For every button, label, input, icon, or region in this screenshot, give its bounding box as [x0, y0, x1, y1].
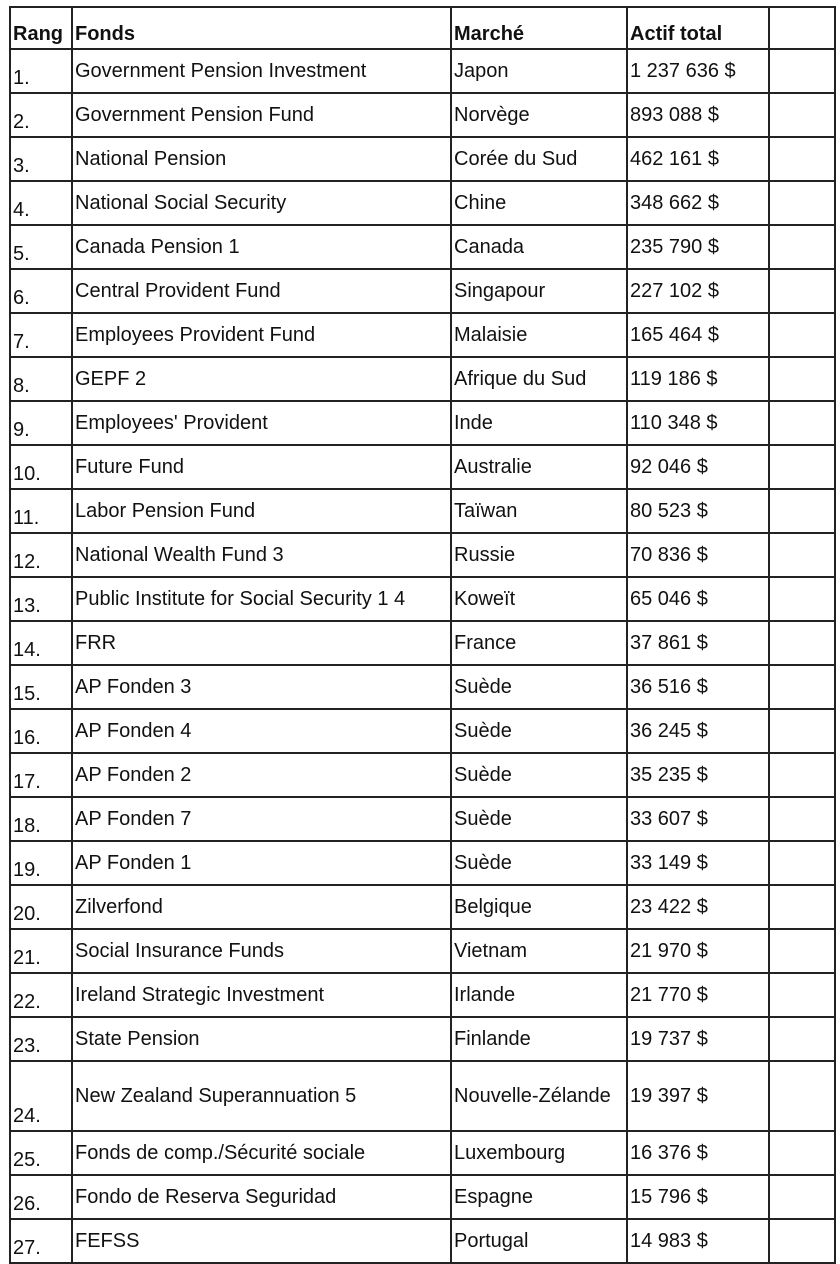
assets-cell: 70 836 $ — [627, 533, 769, 577]
table-body — [10, 49, 835, 1263]
assets-cell: 80 523 $ — [627, 489, 769, 533]
assets-cell: 33 607 $ — [627, 797, 769, 841]
assets-cell: 21 770 $ — [627, 973, 769, 1017]
fund-cell: AP Fonden 4 — [72, 709, 451, 753]
header-rank: Rang — [10, 7, 72, 49]
table-row — [10, 665, 835, 709]
market-cell: Portugal — [451, 1219, 627, 1263]
fund-cell: State Pension — [72, 1017, 451, 1061]
table-row — [10, 973, 835, 1017]
rank-cell: 16. — [10, 709, 72, 753]
market-cell: Japon — [451, 49, 627, 93]
market-cell: Irlande — [451, 973, 627, 1017]
table-row — [10, 1017, 835, 1061]
header-market: Marché — [451, 7, 627, 49]
table-row — [10, 225, 835, 269]
fund-cell: Employees' Provident — [72, 401, 451, 445]
fund-cell: Public Institute for Social Security 1 4 — [72, 577, 451, 621]
rank-cell: 18. — [10, 797, 72, 841]
fund-cell: Labor Pension Fund — [72, 489, 451, 533]
rank-cell: 3. — [10, 137, 72, 181]
rank-cell: 23. — [10, 1017, 72, 1061]
assets-cell: 110 348 $ — [627, 401, 769, 445]
empty-cell — [769, 797, 835, 841]
rank-cell: 25. — [10, 1131, 72, 1175]
fund-cell: AP Fonden 3 — [72, 665, 451, 709]
assets-cell: 21 970 $ — [627, 929, 769, 973]
fund-cell: AP Fonden 2 — [72, 753, 451, 797]
assets-cell: 92 046 $ — [627, 445, 769, 489]
market-cell: Suède — [451, 709, 627, 753]
market-cell: Koweït — [451, 577, 627, 621]
market-cell: Norvège — [451, 93, 627, 137]
market-cell: Canada — [451, 225, 627, 269]
table-row — [10, 137, 835, 181]
empty-cell — [769, 929, 835, 973]
assets-cell: 36 245 $ — [627, 709, 769, 753]
empty-cell — [769, 753, 835, 797]
table-row — [10, 1131, 835, 1175]
empty-cell — [769, 709, 835, 753]
table-row — [10, 489, 835, 533]
empty-cell — [769, 621, 835, 665]
table-row — [10, 885, 835, 929]
empty-cell — [769, 401, 835, 445]
assets-cell: 35 235 $ — [627, 753, 769, 797]
table-row — [10, 929, 835, 973]
empty-cell — [769, 885, 835, 929]
table-row — [10, 621, 835, 665]
empty-cell — [769, 445, 835, 489]
rank-cell: 21. — [10, 929, 72, 973]
fund-cell: FEFSS — [72, 1219, 451, 1263]
assets-cell: 462 161 $ — [627, 137, 769, 181]
empty-cell — [769, 1175, 835, 1219]
table-row — [10, 841, 835, 885]
market-cell: Finlande — [451, 1017, 627, 1061]
market-cell: Suède — [451, 665, 627, 709]
empty-cell — [769, 225, 835, 269]
assets-cell: 23 422 $ — [627, 885, 769, 929]
assets-cell: 893 088 $ — [627, 93, 769, 137]
market-cell: Russie — [451, 533, 627, 577]
assets-cell: 65 046 $ — [627, 577, 769, 621]
market-cell: Chine — [451, 181, 627, 225]
assets-cell: 165 464 $ — [627, 313, 769, 357]
rank-cell: 13. — [10, 577, 72, 621]
empty-cell — [769, 1061, 835, 1131]
empty-cell — [769, 137, 835, 181]
empty-cell — [769, 841, 835, 885]
assets-cell: 14 983 $ — [627, 1219, 769, 1263]
table-row — [10, 49, 835, 93]
empty-cell — [769, 269, 835, 313]
market-cell: Belgique — [451, 885, 627, 929]
header-extra — [769, 7, 835, 49]
fund-cell: New Zealand Superannuation 5 — [72, 1061, 451, 1131]
rank-cell: 24. — [10, 1061, 72, 1131]
market-cell: Corée du Sud — [451, 137, 627, 181]
empty-cell — [769, 973, 835, 1017]
fund-cell: Government Pension Investment — [72, 49, 451, 93]
table-row — [10, 181, 835, 225]
rank-cell: 6. — [10, 269, 72, 313]
market-cell: Luxembourg — [451, 1131, 627, 1175]
fund-cell: Social Insurance Funds — [72, 929, 451, 973]
assets-cell: 19 397 $ — [627, 1061, 769, 1131]
fund-cell: GEPF 2 — [72, 357, 451, 401]
empty-cell — [769, 181, 835, 225]
assets-cell: 19 737 $ — [627, 1017, 769, 1061]
table-row — [10, 797, 835, 841]
pension-fund-table-container — [9, 6, 834, 1264]
empty-cell — [769, 533, 835, 577]
market-cell: Singapour — [451, 269, 627, 313]
empty-cell — [769, 1131, 835, 1175]
assets-cell: 36 516 $ — [627, 665, 769, 709]
table-row — [10, 445, 835, 489]
table-row — [10, 577, 835, 621]
assets-cell: 348 662 $ — [627, 181, 769, 225]
rank-cell: 5. — [10, 225, 72, 269]
market-cell: Malaisie — [451, 313, 627, 357]
rank-cell: 14. — [10, 621, 72, 665]
fund-cell: National Wealth Fund 3 — [72, 533, 451, 577]
empty-cell — [769, 93, 835, 137]
table-row — [10, 533, 835, 577]
rank-cell: 22. — [10, 973, 72, 1017]
fund-cell: Government Pension Fund — [72, 93, 451, 137]
market-cell: Afrique du Sud — [451, 357, 627, 401]
market-cell: France — [451, 621, 627, 665]
assets-cell: 119 186 $ — [627, 357, 769, 401]
assets-cell: 37 861 $ — [627, 621, 769, 665]
table-row — [10, 93, 835, 137]
table-row — [10, 709, 835, 753]
fund-cell: Canada Pension 1 — [72, 225, 451, 269]
empty-cell — [769, 1219, 835, 1263]
rank-cell: 27. — [10, 1219, 72, 1263]
market-cell: Suède — [451, 841, 627, 885]
fund-cell: Central Provident Fund — [72, 269, 451, 313]
table-row — [10, 1061, 835, 1131]
fund-cell: AP Fonden 1 — [72, 841, 451, 885]
table-header-row — [10, 7, 835, 49]
fund-cell: Fondo de Reserva Seguridad — [72, 1175, 451, 1219]
rank-cell: 12. — [10, 533, 72, 577]
header-assets: Actif total — [627, 7, 769, 49]
fund-cell: National Social Security — [72, 181, 451, 225]
assets-cell: 1 237 636 $ — [627, 49, 769, 93]
rank-cell: 15. — [10, 665, 72, 709]
table-row — [10, 313, 835, 357]
assets-cell: 227 102 $ — [627, 269, 769, 313]
market-cell: Vietnam — [451, 929, 627, 973]
rank-cell: 8. — [10, 357, 72, 401]
assets-cell: 15 796 $ — [627, 1175, 769, 1219]
table-row — [10, 1175, 835, 1219]
empty-cell — [769, 577, 835, 621]
empty-cell — [769, 489, 835, 533]
fund-cell: Future Fund — [72, 445, 451, 489]
assets-cell: 33 149 $ — [627, 841, 769, 885]
empty-cell — [769, 665, 835, 709]
market-cell: Taïwan — [451, 489, 627, 533]
table-row — [10, 401, 835, 445]
rank-cell: 10. — [10, 445, 72, 489]
pension-fund-table — [9, 6, 836, 1264]
assets-cell: 235 790 $ — [627, 225, 769, 269]
empty-cell — [769, 1017, 835, 1061]
market-cell: Suède — [451, 753, 627, 797]
table-row — [10, 1219, 835, 1263]
assets-cell: 16 376 $ — [627, 1131, 769, 1175]
fund-cell: Employees Provident Fund — [72, 313, 451, 357]
table-row — [10, 269, 835, 313]
market-cell: Australie — [451, 445, 627, 489]
fund-cell: AP Fonden 7 — [72, 797, 451, 841]
table-row — [10, 753, 835, 797]
market-cell: Suède — [451, 797, 627, 841]
fund-cell: Fonds de comp./Sécurité sociale — [72, 1131, 451, 1175]
rank-cell: 20. — [10, 885, 72, 929]
empty-cell — [769, 49, 835, 93]
rank-cell: 1. — [10, 49, 72, 93]
market-cell: Inde — [451, 401, 627, 445]
rank-cell: 7. — [10, 313, 72, 357]
fund-cell: Zilverfond — [72, 885, 451, 929]
fund-cell: FRR — [72, 621, 451, 665]
rank-cell: 11. — [10, 489, 72, 533]
rank-cell: 26. — [10, 1175, 72, 1219]
empty-cell — [769, 313, 835, 357]
header-fund: Fonds — [72, 7, 451, 49]
market-cell: Nouvelle-Zélande — [451, 1061, 627, 1131]
market-cell: Espagne — [451, 1175, 627, 1219]
empty-cell — [769, 357, 835, 401]
rank-cell: 4. — [10, 181, 72, 225]
rank-cell: 17. — [10, 753, 72, 797]
rank-cell: 2. — [10, 93, 72, 137]
rank-cell: 9. — [10, 401, 72, 445]
table-row — [10, 357, 835, 401]
fund-cell: Ireland Strategic Investment — [72, 973, 451, 1017]
rank-cell: 19. — [10, 841, 72, 885]
fund-cell: National Pension — [72, 137, 451, 181]
